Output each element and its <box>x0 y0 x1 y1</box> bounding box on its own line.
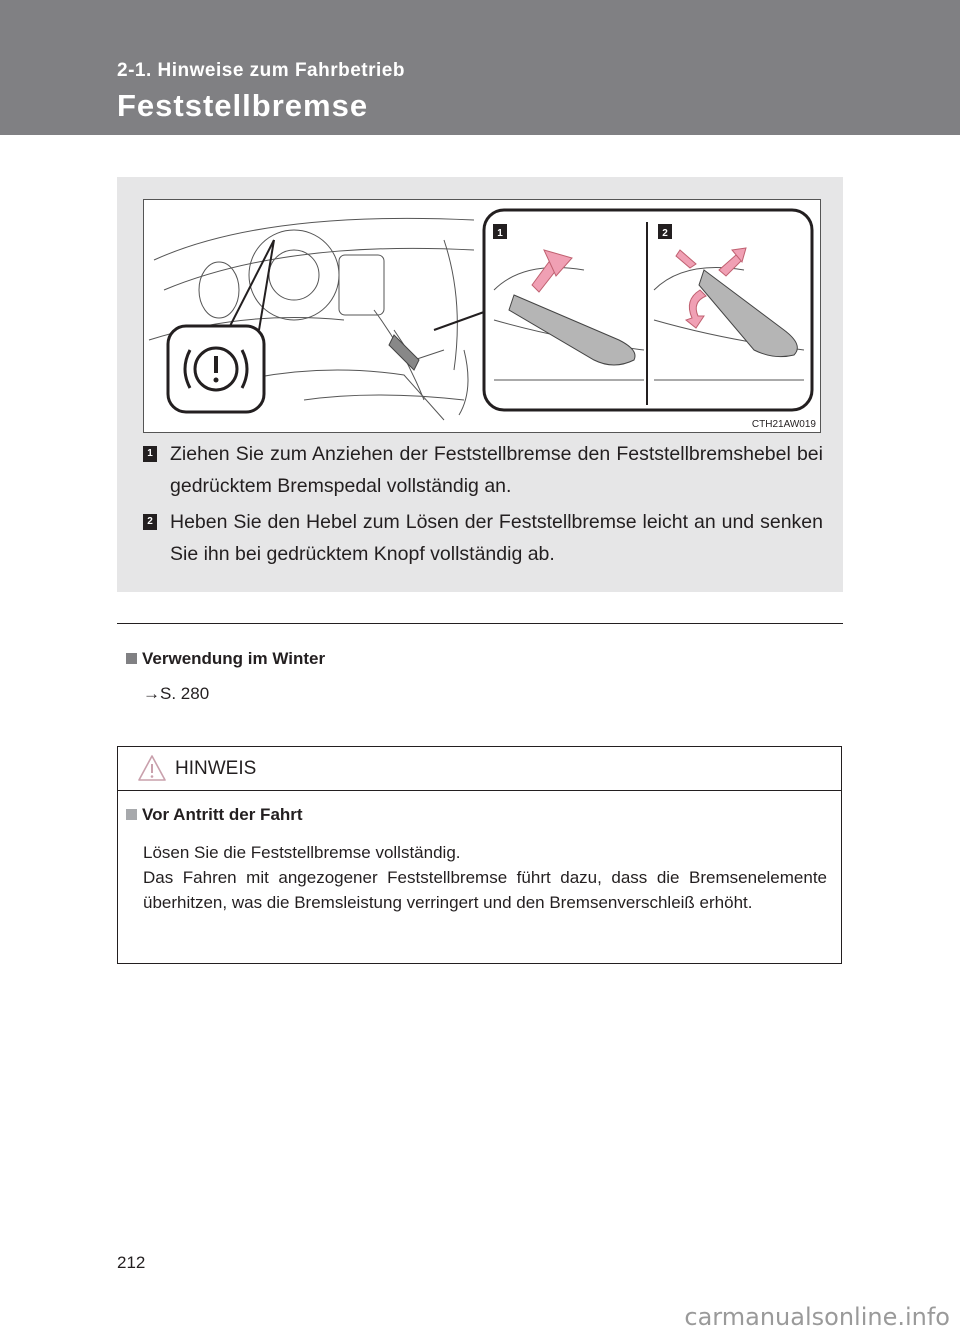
bullet-square-icon <box>126 809 137 820</box>
svg-text:1: 1 <box>497 228 503 239</box>
parking-brake-illustration <box>143 199 821 433</box>
notice-body <box>143 840 827 915</box>
arrow-right-icon: → <box>143 684 160 703</box>
winter-heading: Verwendung im Winter <box>126 649 325 669</box>
step-number: 1 <box>143 446 157 462</box>
notice-subheading: Vor Antritt der Fahrt <box>126 805 303 825</box>
bullet-square-icon <box>126 653 137 664</box>
step-2 <box>143 506 823 570</box>
section-label: 2-1. Hinweise zum Fahrbetrieb <box>117 60 405 81</box>
cockpit-illustration <box>144 200 820 432</box>
notice-text-2: Das Fahren mit angezogener Feststellbremse führt dazu, dass die Bremsenelemente überhitzen, was die Bremsleistung verringert und den Bremsenverschleiß erhöht. <box>143 868 827 912</box>
page-reference-link[interactable] <box>143 684 209 704</box>
notice-box <box>117 746 842 964</box>
step-1 <box>143 438 823 502</box>
page-reference-text: S. 280 <box>160 684 210 703</box>
page-number: 212 <box>117 1253 146 1272</box>
notice-title: HINWEIS <box>175 758 257 779</box>
step-text: Heben Sie den Hebel zum Lösen der Feststellbremse leicht an und senken Sie ihn bei gedrücktem Knopf vollständig ab. <box>170 511 823 565</box>
page-title: Feststellbremse <box>117 88 369 123</box>
step-text: Ziehen Sie zum Anziehen der Feststellbremse den Feststellbremshebel bei gedrücktem Bremspedal vollständig an. <box>170 443 823 497</box>
step-number: 2 <box>143 514 157 530</box>
watermark: carmanualsonline.info <box>684 1303 950 1331</box>
svg-text:2: 2 <box>662 228 668 239</box>
notice-text-1: Lösen Sie die Feststellbremse vollständig. <box>143 843 461 862</box>
divider <box>117 623 843 624</box>
header-band <box>0 0 960 135</box>
notice-header <box>118 747 841 791</box>
warning-triangle-icon <box>137 753 167 783</box>
figure-code: CTH21AW019 <box>751 419 816 430</box>
